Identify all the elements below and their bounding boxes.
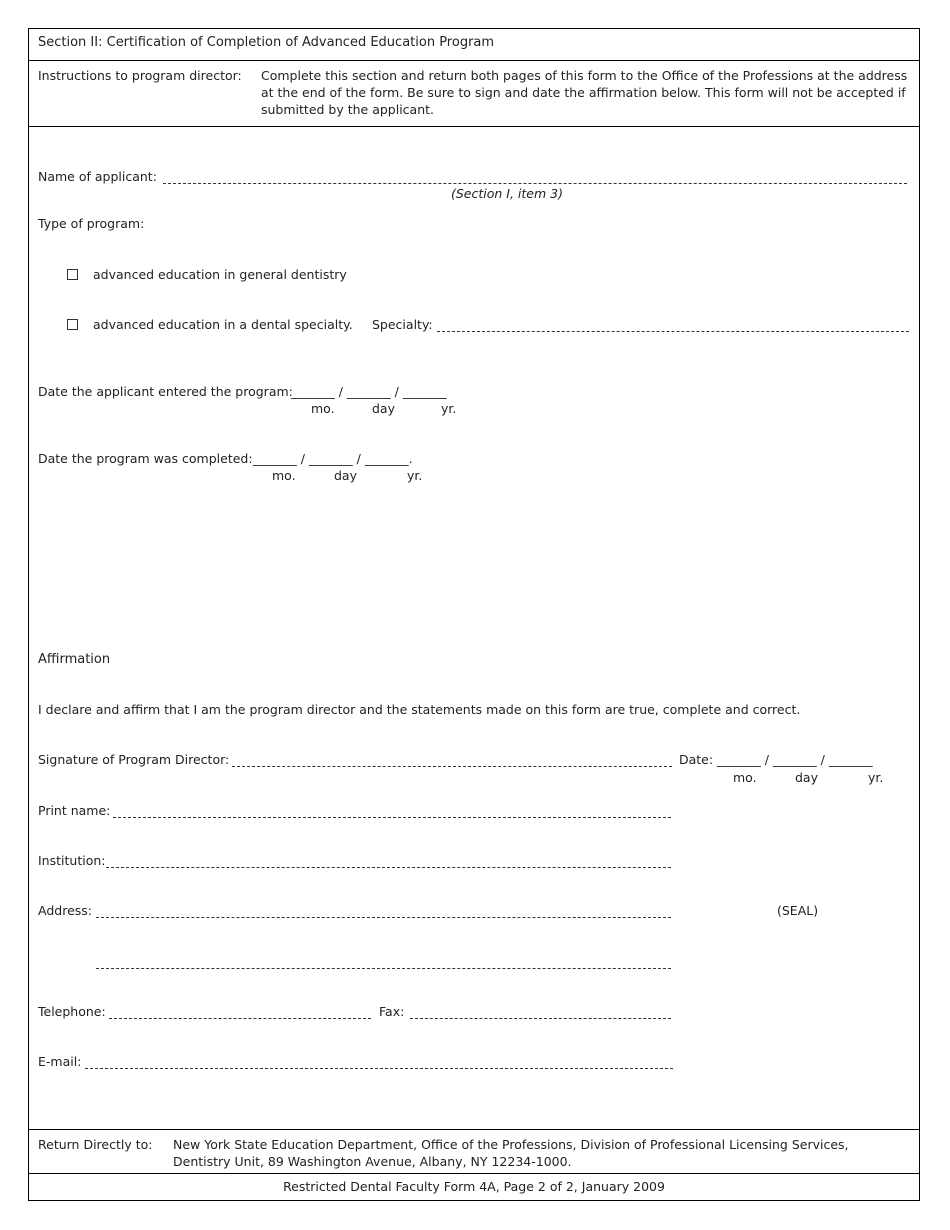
divider: [29, 60, 919, 61]
seal-label: (SEAL): [777, 903, 819, 918]
dental-specialty-label: advanced education in a dental specialty.: [93, 317, 353, 332]
address-label: Address:: [38, 903, 92, 918]
fax-field[interactable]: [410, 1018, 671, 1019]
date-completed-field[interactable]: _______ / _______ / _______.: [253, 451, 413, 466]
print-name-label: Print name:: [38, 803, 111, 818]
telephone-label: Telephone:: [38, 1004, 106, 1019]
divider: [29, 1129, 919, 1130]
applicant-name-field[interactable]: [163, 183, 907, 184]
fax-label: Fax:: [379, 1004, 405, 1019]
institution-label: Institution:: [38, 853, 106, 868]
specialty-field[interactable]: [437, 331, 909, 332]
applicant-name-note: (Section I, item 3): [451, 186, 563, 201]
dental-specialty-checkbox[interactable]: [67, 319, 78, 330]
signature-field[interactable]: [232, 766, 672, 767]
affirmation-heading: Affirmation: [38, 652, 111, 667]
form-footer: Restricted Dental Faculty Form 4A, Page 2 of 2, January 2009: [28, 1174, 920, 1201]
affirmation-date-field[interactable]: _______ / _______ / _______: [717, 752, 873, 767]
affirmation-date-yr: yr.: [868, 770, 884, 785]
date-entered-day: day: [372, 401, 395, 416]
affirmation-date-day: day: [795, 770, 818, 785]
print-name-field[interactable]: [113, 817, 671, 818]
form-section-ii: [28, 28, 920, 1174]
return-label: Return Directly to:: [38, 1137, 153, 1152]
date-completed-label: Date the program was completed:: [38, 451, 253, 466]
date-completed-yr: yr.: [407, 468, 423, 483]
specialty-label: Specialty:: [372, 317, 433, 332]
applicant-name-label: Name of applicant:: [38, 169, 157, 184]
date-completed-day: day: [334, 468, 357, 483]
date-entered-label: Date the applicant entered the program:: [38, 384, 293, 399]
signature-label: Signature of Program Director:: [38, 752, 230, 767]
general-dentistry-checkbox[interactable]: [67, 269, 78, 280]
divider: [29, 126, 919, 127]
program-type-label: Type of program:: [38, 216, 145, 231]
email-label: E-mail:: [38, 1054, 82, 1069]
affirmation-date-mo: mo.: [733, 770, 757, 785]
telephone-field[interactable]: [109, 1018, 371, 1019]
date-entered-yr: yr.: [441, 401, 457, 416]
instructions-text: Complete this section and return both pages of this form to the Office of the Professions at the address at the end of the form. Be sure to sign and date the affirmation below. This form will not be accepted if submitted by the applicant.: [261, 68, 908, 117]
return-address-line-2: Dentistry Unit, 89 Washington Avenue, Albany, NY 12234-1000.: [173, 1154, 572, 1169]
institution-field[interactable]: [106, 867, 671, 868]
return-address-line-1: New York State Education Department, Office of the Professions, Division of Professional Licensing Services,: [173, 1137, 849, 1152]
address-field-line-2[interactable]: [96, 968, 671, 969]
affirmation-statement: I declare and affirm that I am the program director and the statements made on this form are true, complete and correct.: [38, 702, 801, 717]
address-field-line-1[interactable]: [96, 917, 671, 918]
email-field[interactable]: [85, 1068, 673, 1069]
date-completed-mo: mo.: [272, 468, 296, 483]
date-entered-mo: mo.: [311, 401, 335, 416]
date-entered-field[interactable]: _______ / _______ / _______: [291, 384, 447, 399]
affirmation-date-label: Date:: [679, 752, 714, 767]
instructions-label: Instructions to program director:: [38, 68, 242, 83]
section-title: Section II: Certification of Completion of Advanced Education Program: [38, 35, 495, 50]
general-dentistry-label: advanced education in general dentistry: [93, 267, 347, 282]
